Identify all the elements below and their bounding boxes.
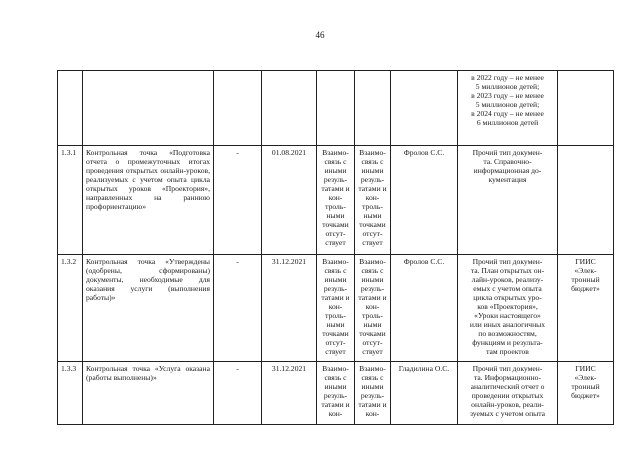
cell-responsible (391, 71, 458, 146)
cell-relation-1: Взаимо- связь с иными резуль- татами и кон- (317, 362, 355, 425)
cell-relation-1 (317, 71, 355, 146)
cell-number (58, 71, 83, 146)
table-row (58, 146, 614, 255)
cell-document: в 2022 году – не менее 5 миллионов детей; в 2023 году – не менее 5 миллионов детей; в 2024 году – не менее 6 миллионов детей (458, 71, 558, 146)
cell-name: Контрольная точка «Услуга оказана (работы выполнены)» (83, 362, 214, 425)
cell-name: Контрольная точка «Утверждены (одобрены, сформированы) документы, необходимые для оказания услуги (выполнения работы)» (83, 255, 214, 362)
page-number: 46 (315, 30, 325, 40)
cell-system: ГИИС «Элек- тронный бюджет» (558, 255, 614, 362)
cell-number: 1.3.2 (58, 255, 83, 362)
cell-date: 01.08.2021 (262, 146, 317, 255)
cell-relation-1: Взаимо- связь с иными резуль- татами и кон- троль- ными точками отсут- ствует (317, 255, 355, 362)
table-row (58, 255, 614, 362)
cell-relation-2: Взаимо- связь с иными резуль- татами и кон- (355, 362, 391, 425)
cell-document: Прочий тип докумен- та. Информационно- аналитический отчет о проведении открытых онлайн-уроков, реали- зуемых с учетом опыта (458, 362, 558, 425)
cell-number: 1.3.1 (58, 146, 83, 255)
control-points-table (57, 70, 614, 425)
cell-date (262, 71, 317, 146)
cell-responsible: Фролов С.С. (391, 255, 458, 362)
cell-system (558, 71, 614, 146)
cell-number: 1.3.3 (58, 362, 83, 425)
cell-document: Прочий тип докумен- та. Справочно- информационная до- кументация (458, 146, 558, 255)
cell-name (83, 71, 214, 146)
cell-relation-2: Взаимо- связь с иными резуль- татами и кон- троль- ными точками отсут- ствует (355, 255, 391, 362)
cell-date: 31.12.2021 (262, 362, 317, 425)
cell-date: 31.12.2021 (262, 255, 317, 362)
cell-dash: - (214, 255, 262, 362)
cell-responsible: Фролов С.С. (391, 146, 458, 255)
cell-relation-2: Взаимо- связь с иными резуль- татами и кон- троль- ными точками отсут- ствует (355, 146, 391, 255)
cell-relation-1: Взаимо- связь с иными резуль- татами и кон- троль- ными точками отсут- ствует (317, 146, 355, 255)
table-row (58, 362, 614, 425)
cell-system: ГИИС «Элек- тронный бюджет» (558, 362, 614, 425)
cell-dash: - (214, 362, 262, 425)
cell-system (558, 146, 614, 255)
cell-dash: - (214, 146, 262, 255)
cell-responsible: Гладилина О.С. (391, 362, 458, 425)
cell-name: Контрольная точка «Подготовка отчета о промежуточных итогах проведения открытых онлайн-уроков, реализуемых с учетом опыта цикла открытых уроков «Проектория», направленных на раннюю профориентацию» (83, 146, 214, 255)
cell-relation-2 (355, 71, 391, 146)
table-row-continuation (58, 71, 614, 146)
cell-document: Прочий тип докумен- та. План открытых он- лайн-уроков, реализу- емых с учетом опыта цикла открытых уро- ков «Проектория», «Уроки настоящего» или иных аналогичных по возможностям, функциям и результа- там проектов (458, 255, 558, 362)
cell-dash (214, 71, 262, 146)
